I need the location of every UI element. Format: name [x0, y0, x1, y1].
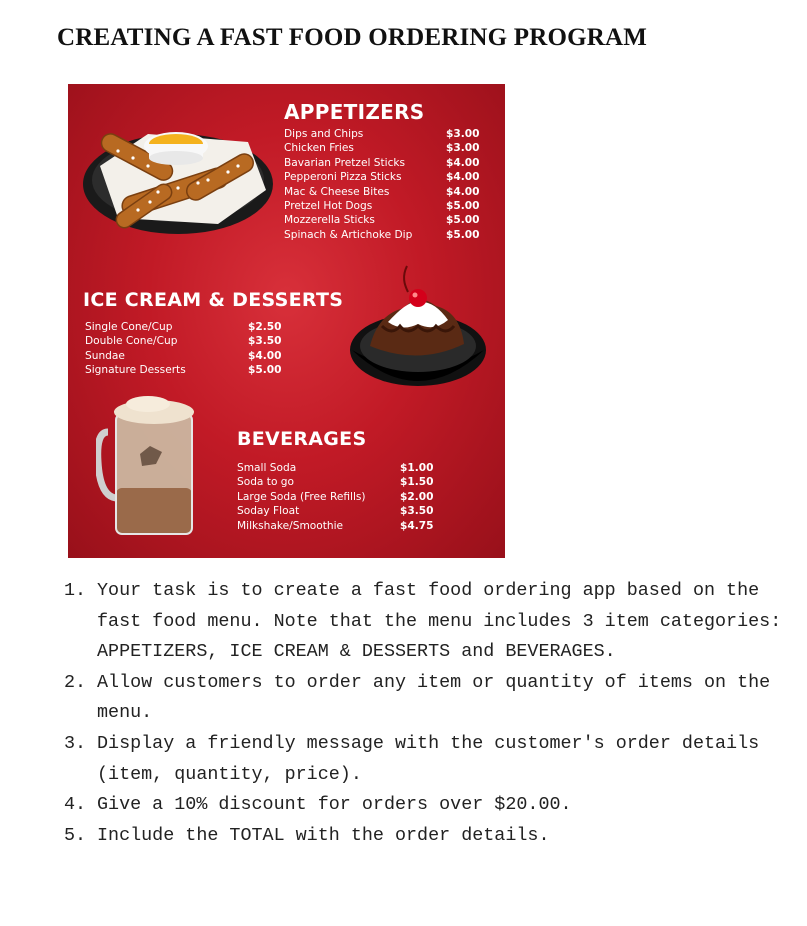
- menu-item-price: $3.50: [248, 335, 282, 348]
- menu-item-name: Chicken Fries: [284, 142, 354, 155]
- beverages-title: BEVERAGES: [237, 428, 367, 450]
- instruction-number: 1.: [64, 580, 87, 601]
- menu-item: [237, 475, 447, 489]
- menu-item-name: Soda to go: [237, 476, 294, 489]
- menu-item: [284, 199, 484, 213]
- menu-item: [85, 320, 285, 334]
- menu-item: [237, 490, 447, 504]
- menu-item: [284, 185, 484, 199]
- page-title: CREATING A FAST FOOD ORDERING PROGRAM: [57, 24, 648, 51]
- instruction-text: Allow customers to order any item or quantity of items on the menu.: [97, 671, 771, 724]
- instruction-number: 3.: [64, 732, 87, 754]
- menu-item: [284, 228, 484, 242]
- menu-image: [68, 84, 505, 558]
- pretzel-plate-illustration: [78, 106, 278, 246]
- menu-item-price: $1.50: [400, 476, 434, 489]
- menu-item-name: Mozzerella Sticks: [284, 214, 375, 227]
- menu-item: [284, 127, 484, 141]
- instruction-item: [64, 790, 784, 821]
- menu-item-name: Signature Desserts: [85, 364, 186, 377]
- menu-item-name: Mac & Cheese Bites: [284, 185, 390, 198]
- menu-item-name: Milkshake/Smoothie: [237, 519, 344, 532]
- menu-item-price: $1.00: [400, 462, 434, 474]
- instruction-item: [64, 668, 784, 729]
- sundae-illustration: [348, 262, 488, 412]
- menu-item: [237, 504, 447, 518]
- menu-item: [237, 519, 447, 533]
- menu-item-name: Dips and Chips: [284, 128, 364, 140]
- menu-item: [284, 213, 484, 227]
- menu-item-price: $3.00: [446, 128, 480, 140]
- beverages-list: [237, 461, 447, 533]
- instruction-number: 2.: [64, 671, 87, 693]
- appetizers-list: [284, 127, 484, 242]
- menu-item: [85, 334, 285, 348]
- desserts-list: [85, 320, 285, 378]
- menu-item-price: $4.00: [446, 185, 480, 198]
- menu-item-price: $5.00: [446, 199, 480, 212]
- instruction-text: Display a friendly message with the customer's order details (item, quantity, price).: [97, 732, 760, 785]
- menu-item-name: Pretzel Hot Dogs: [284, 199, 373, 212]
- instruction-text: Your task is to create a fast food ordering app based on the fast food menu. Note that the menu includes 3 item categories: APPETIZERS, ICE CREAM & DESSERTS and BEVERAGES.: [97, 580, 782, 663]
- instruction-text: Give a 10% discount for orders over $20.00.: [97, 794, 572, 816]
- desserts-title: ICE CREAM & DESSERTS: [83, 289, 344, 311]
- instruction-item: [64, 576, 784, 668]
- menu-item-name: Double Cone/Cup: [85, 335, 178, 348]
- appetizers-title: APPETIZERS: [284, 100, 425, 124]
- menu-item-price: $3.00: [446, 142, 480, 155]
- menu-item-price: $4.75: [400, 519, 434, 532]
- menu-item-price: $2.00: [400, 490, 434, 503]
- menu-item: [284, 156, 484, 170]
- menu-item-name: Spinach & Artichoke Dip: [284, 228, 413, 241]
- menu-item-name: Large Soda (Free Refills): [237, 490, 366, 503]
- instruction-number: 5.: [64, 824, 87, 846]
- menu-item-name: Small Soda: [237, 462, 297, 474]
- instruction-text: Include the TOTAL with the order details.: [97, 824, 550, 846]
- menu-item-name: Single Cone/Cup: [85, 321, 173, 333]
- menu-item: [284, 141, 484, 155]
- menu-item: [85, 363, 285, 377]
- menu-item: [284, 170, 484, 184]
- menu-item-price: $5.00: [446, 228, 480, 241]
- menu-item-price: $4.00: [248, 349, 282, 362]
- menu-item-name: Soday Float: [237, 505, 300, 518]
- menu-item-price: $5.00: [446, 214, 480, 227]
- instruction-item: [64, 729, 784, 790]
- menu-item-name: Bavarian Pretzel Sticks: [284, 156, 406, 169]
- menu-item-price: $4.00: [446, 156, 480, 169]
- menu-item-price: $2.50: [248, 321, 282, 333]
- menu-item-price: $3.50: [400, 505, 434, 518]
- menu-item: [237, 461, 447, 475]
- instructions-list: [64, 576, 784, 851]
- menu-item: [85, 349, 285, 363]
- instruction-number: 4.: [64, 794, 87, 816]
- menu-item-name: Pepperoni Pizza Sticks: [284, 171, 402, 184]
- menu-item-price: $5.00: [248, 364, 282, 377]
- instruction-item: [64, 821, 784, 852]
- menu-item-name: Sundae: [85, 349, 125, 362]
- float-mug-illustration: [96, 392, 206, 542]
- menu-item-price: $4.00: [446, 171, 480, 184]
